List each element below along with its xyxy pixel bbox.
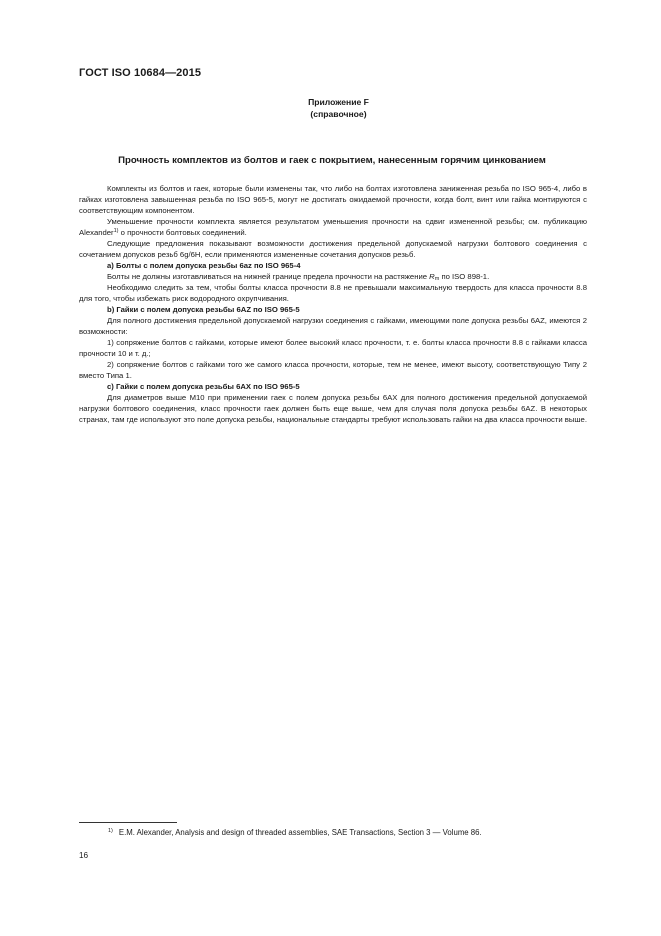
annex-status: (справочное) bbox=[310, 109, 367, 119]
paragraph: Для диаметров выше М10 при применении гаек с полем допуска резьбы 6AX для полного достижения предельной допускаемой нагрузки болтового соединения, класс прочности гаек должен быть еще выше, чем для случая поля допуска резьбы 6AZ. В некоторых странах, там где используют это поле допуска резьбы, национальные стандарты требуют использовать гайки на два класса прочности выше. bbox=[79, 393, 587, 424]
paragraph bbox=[79, 271, 587, 282]
symbol-subscript: m bbox=[434, 276, 440, 282]
paragraph: Следующие предложения показывают возможности достижения предельной допускаемой нагрузки болтового соединения с сочетанием допусков резьб 6g/6H, если применяются измененные сочетания допусков резьб. bbox=[79, 239, 587, 259]
subsection-heading-c: c) Гайки с полем допуска резьбы 6AX по ISO 965-5 bbox=[107, 382, 300, 391]
paragraph: Для полного достижения предельной допускаемой нагрузки соединения с гайками, имеющими поле допуска резьбы 6AZ, имеются 2 возможности: bbox=[79, 316, 587, 336]
footnote-text: E.M. Alexander, Analysis and design of threaded assemblies, SAE Transactions, Section 3 — Volume 86. bbox=[118, 828, 482, 837]
paragraph bbox=[79, 216, 587, 238]
document-header: ГОСТ ISO 10684—2015 bbox=[79, 67, 202, 79]
paragraph-text: Болты не должны изготавливаться на нижней границе предела прочности на растяжение bbox=[107, 272, 430, 281]
annex-title: Приложение F bbox=[308, 97, 369, 107]
annex-heading bbox=[0, 96, 661, 120]
footnote-ref[interactable]: 1) bbox=[113, 228, 119, 234]
list-item: 2) сопряжение болтов с гайками того же самого класса прочности, которые, тем не менее, имеют высоту, соответствующую Типу 2 вместо Типа 1. bbox=[79, 360, 587, 380]
subsection-heading-b: b) Гайки с полем допуска резьбы 6AZ по ISO 965-5 bbox=[107, 305, 300, 314]
subsection-heading-a: a) Болты с полем допуска резьбы 6az по ISO 965-4 bbox=[107, 261, 301, 270]
page-number: 16 bbox=[79, 851, 89, 860]
paragraph: Необходимо следить за тем, чтобы болты класса прочности 8.8 не превышали максимальную твердость для класса прочности 8.8 для того, чтобы избежать риск водородного охрупчивания. bbox=[79, 283, 587, 303]
footnote-marker: 1) bbox=[108, 828, 113, 834]
symbol-r: R bbox=[429, 272, 435, 281]
paragraph-text: Уменьшение прочности комплекта является результатом уменьшения прочности на сдвиг измененной резьбы; см. публикацию Alexander bbox=[79, 217, 587, 237]
paragraph-text: о прочности болтовых соединений. bbox=[118, 228, 247, 237]
section-title: Прочность комплектов из болтов и гаек с покрытием, нанесенным горячим цинкованием bbox=[118, 155, 546, 166]
paragraph-text: по ISO 898-1. bbox=[439, 272, 490, 281]
body-text bbox=[79, 183, 587, 425]
paragraph: Комплекты из болтов и гаек, которые были изменены так, что либо на болтах изготовлена заниженная резьба по ISO 965-4, либо в гайках изготовлена завышенная резьба по ISO 965-5, могут не достигать ожидаемой прочности, когда болт, винт или гайка монтируются с соответствующим компонентом. bbox=[79, 184, 587, 215]
footnote-separator bbox=[79, 822, 177, 823]
footnote bbox=[108, 828, 482, 837]
list-item: 1) сопряжение болтов с гайками, которые имеют более высокий класс прочности, т. е. болты класса прочности 8.8 с гайками класса прочности 10 и т. д.; bbox=[79, 338, 587, 358]
